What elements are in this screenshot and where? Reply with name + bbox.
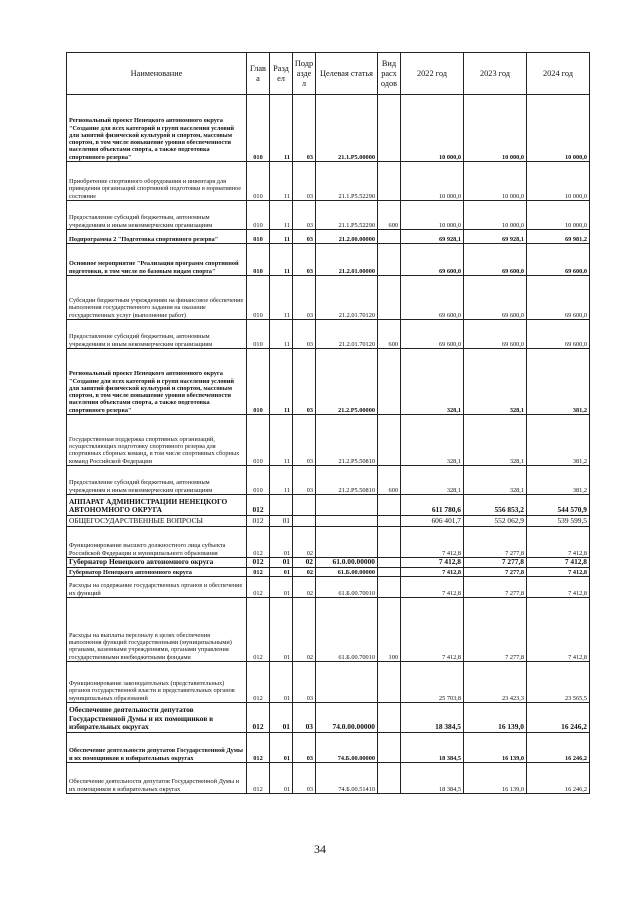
row-name: Предоставление субсидий бюджетным, автономным учреждениям и иным некоммерческим организациям <box>67 320 247 349</box>
row-2024: 381,2 <box>527 415 590 466</box>
row-expense-type <box>378 577 401 598</box>
row-chapter: 012 <box>247 733 270 763</box>
row-target: 21.2.P5.00000 <box>316 349 378 415</box>
row-chapter: 010 <box>247 320 270 349</box>
table-row <box>67 558 590 568</box>
row-2023: 69 600,0 <box>464 276 527 320</box>
row-target: 21.2.01.70120 <box>316 320 378 349</box>
row-subsection: 02 <box>293 527 316 558</box>
row-2022: 7 412,8 <box>401 598 464 662</box>
row-target: 61.Б.00.00000 <box>316 568 378 577</box>
row-expense-type <box>378 244 401 276</box>
table-row <box>67 733 590 763</box>
row-2024: 10 000,0 <box>527 201 590 230</box>
row-subsection: 03 <box>293 349 316 415</box>
row-2024: 381,2 <box>527 466 590 495</box>
row-chapter: 010 <box>247 276 270 320</box>
row-chapter: 012 <box>247 568 270 577</box>
row-expense-type <box>378 95 401 162</box>
row-section: 11 <box>270 230 293 244</box>
row-2024: 539 599,5 <box>527 516 590 527</box>
row-2024: 23 565,5 <box>527 662 590 703</box>
row-subsection: 03 <box>293 230 316 244</box>
row-2023: 69 928,1 <box>464 230 527 244</box>
table-row <box>67 162 590 201</box>
row-subsection: 03 <box>293 162 316 201</box>
row-2022: 69 600,0 <box>401 244 464 276</box>
row-2022: 69 600,0 <box>401 320 464 349</box>
row-2023: 10 000,0 <box>464 201 527 230</box>
header-section: Разд ел <box>270 53 293 95</box>
row-section: 11 <box>270 466 293 495</box>
row-chapter: 010 <box>247 201 270 230</box>
row-2022: 10 000,0 <box>401 162 464 201</box>
row-expense-type <box>378 733 401 763</box>
row-2024: 7 412,8 <box>527 598 590 662</box>
row-chapter: 012 <box>247 516 270 527</box>
row-section: 01 <box>270 527 293 558</box>
row-subsection: 03 <box>293 662 316 703</box>
row-2024: 7 412,8 <box>527 577 590 598</box>
row-target: 61.0.00.00000 <box>316 558 378 568</box>
row-chapter: 012 <box>247 662 270 703</box>
row-2024: 69 600,0 <box>527 276 590 320</box>
row-target: 21.1.P5.52290 <box>316 201 378 230</box>
row-subsection: 02 <box>293 577 316 598</box>
row-expense-type: 600 <box>378 320 401 349</box>
row-name: Основное мероприятие "Реализация программ спортивной подготовки, в том числе по базовым видам спорта" <box>67 244 247 276</box>
table-row <box>67 320 590 349</box>
row-2023: 328,1 <box>464 466 527 495</box>
table-row <box>67 568 590 577</box>
row-2024: 10 000,0 <box>527 162 590 201</box>
row-name: Расходы на содержание государственных органов и обеспечение их функций <box>67 577 247 598</box>
row-chapter: 010 <box>247 162 270 201</box>
row-target: 61.Б.00.70010 <box>316 577 378 598</box>
row-section: 11 <box>270 95 293 162</box>
row-expense-type <box>378 763 401 794</box>
row-name: АППАРАТ АДМИНИСТРАЦИИ НЕНЕЦКОГО АВТОНОМНОГО ОКРУГА <box>67 495 247 516</box>
row-expense-type <box>378 527 401 558</box>
table-row <box>67 466 590 495</box>
row-section: 11 <box>270 276 293 320</box>
row-subsection <box>293 516 316 527</box>
row-2023: 69 600,0 <box>464 320 527 349</box>
row-2022: 25 703,8 <box>401 662 464 703</box>
row-section <box>270 495 293 516</box>
row-2022: 7 412,8 <box>401 568 464 577</box>
row-subsection <box>293 495 316 516</box>
header-expense-type: Вид расх одов <box>378 53 401 95</box>
row-chapter: 012 <box>247 495 270 516</box>
row-name: Расходы на выплаты персоналу в целях обеспечения выполнения функций государственными (муниципальными) органами, казенными учреждениями, органами управления государственными внебюджетными фондами <box>67 598 247 662</box>
row-section: 01 <box>270 662 293 703</box>
table-row <box>67 598 590 662</box>
row-2023: 16 139,0 <box>464 763 527 794</box>
row-2024: 16 246,2 <box>527 763 590 794</box>
row-2023: 556 853,2 <box>464 495 527 516</box>
row-chapter: 010 <box>247 415 270 466</box>
row-2022: 328,1 <box>401 349 464 415</box>
row-2024: 16 246,2 <box>527 733 590 763</box>
row-2023: 7 277,8 <box>464 527 527 558</box>
row-subsection: 02 <box>293 568 316 577</box>
header-subsection: Подр азде л <box>293 53 316 95</box>
row-2023: 69 600,0 <box>464 244 527 276</box>
row-section: 01 <box>270 577 293 598</box>
row-2022: 18 384,5 <box>401 763 464 794</box>
row-2022: 10 000,0 <box>401 95 464 162</box>
header-2023: 2023 год <box>464 53 527 95</box>
row-name: Предоставление субсидий бюджетным, автономным учреждениям и иным некоммерческим организациям <box>67 466 247 495</box>
header-target: Целевая статья <box>316 53 378 95</box>
row-section: 01 <box>270 763 293 794</box>
row-subsection: 02 <box>293 558 316 568</box>
row-name: Обеспечение деятельности депутатов Государственной Думы и их помощников в избирательных округах <box>67 733 247 763</box>
row-expense-type: 600 <box>378 201 401 230</box>
row-2024: 7 412,8 <box>527 527 590 558</box>
row-name: Приобретение спортивного оборудования и инвентаря для приведения организаций спортивной подготовки в нормативное состояние <box>67 162 247 201</box>
row-section: 01 <box>270 558 293 568</box>
table-row <box>67 527 590 558</box>
row-section: 01 <box>270 516 293 527</box>
page-number: 34 <box>314 842 326 856</box>
table-row <box>67 244 590 276</box>
header-chapter: Глав а <box>247 53 270 95</box>
row-section: 11 <box>270 349 293 415</box>
row-expense-type <box>378 349 401 415</box>
row-expense-type <box>378 558 401 568</box>
row-2024: 16 246,2 <box>527 703 590 733</box>
row-chapter: 012 <box>247 558 270 568</box>
row-target <box>316 516 378 527</box>
row-chapter: 012 <box>247 703 270 733</box>
row-target: 74.Б.00.00000 <box>316 733 378 763</box>
row-2024: 7 412,8 <box>527 558 590 568</box>
row-2022: 69 600,0 <box>401 276 464 320</box>
row-expense-type <box>378 662 401 703</box>
row-2022: 611 780,6 <box>401 495 464 516</box>
row-expense-type: 600 <box>378 466 401 495</box>
row-expense-type: 100 <box>378 598 401 662</box>
row-subsection: 03 <box>293 276 316 320</box>
row-chapter: 012 <box>247 577 270 598</box>
row-target: 21.2.P5.50810 <box>316 466 378 495</box>
row-name: Губернатор Ненецкого автономного округа <box>67 568 247 577</box>
row-section: 01 <box>270 598 293 662</box>
row-2023: 16 139,0 <box>464 733 527 763</box>
row-name: Обеспечение деятельности депутатов Государственной Думы и их помощников в избирательных округах <box>67 703 247 733</box>
row-target: 21.1.P5.00000 <box>316 95 378 162</box>
row-subsection: 02 <box>293 598 316 662</box>
row-target: 21.2.00.00000 <box>316 230 378 244</box>
row-2022: 328,1 <box>401 466 464 495</box>
header-2022: 2022 год <box>401 53 464 95</box>
row-subsection: 03 <box>293 733 316 763</box>
row-target: 21.2.P5.50810 <box>316 415 378 466</box>
table-header-row <box>67 53 590 95</box>
row-section: 11 <box>270 244 293 276</box>
table-row <box>67 95 590 162</box>
table-row <box>67 763 590 794</box>
row-section: 11 <box>270 415 293 466</box>
row-2024: 69 981,2 <box>527 230 590 244</box>
row-2023: 328,1 <box>464 415 527 466</box>
row-subsection: 03 <box>293 201 316 230</box>
row-name: Губернатор Ненецкого автономного округа <box>67 558 247 568</box>
row-2022: 7 412,8 <box>401 577 464 598</box>
row-2022: 7 412,8 <box>401 527 464 558</box>
budget-table <box>66 52 590 794</box>
table-row <box>67 201 590 230</box>
row-2023: 23 423,3 <box>464 662 527 703</box>
row-name: Субсидии бюджетным учреждениям на финансовое обеспечение выполнения государственного задания на оказание государственных услуг (выполнение работ) <box>67 276 247 320</box>
table-row <box>67 577 590 598</box>
header-2024: 2024 год <box>527 53 590 95</box>
table-row <box>67 516 590 527</box>
row-2024: 69 600,0 <box>527 320 590 349</box>
row-name: Предоставление субсидий бюджетным, автономным учреждениям и иным некоммерческим организациям <box>67 201 247 230</box>
row-chapter: 010 <box>247 466 270 495</box>
row-chapter: 012 <box>247 763 270 794</box>
row-2023: 10 000,0 <box>464 95 527 162</box>
table-row <box>67 230 590 244</box>
row-target: 21.2.01.70120 <box>316 276 378 320</box>
row-subsection: 03 <box>293 244 316 276</box>
row-expense-type <box>378 703 401 733</box>
row-2023: 7 277,8 <box>464 558 527 568</box>
row-section: 11 <box>270 162 293 201</box>
row-2024: 381,2 <box>527 349 590 415</box>
row-name: Государственная поддержка спортивных организаций, осуществляющих подготовку спортивного резерва для спортивных сборных команд, в том числе спортивных сборных команд Российской Федерации <box>67 415 247 466</box>
row-subsection: 03 <box>293 763 316 794</box>
row-subsection: 03 <box>293 466 316 495</box>
row-section: 01 <box>270 568 293 577</box>
row-2024: 69 600,0 <box>527 244 590 276</box>
row-2022: 18 384,5 <box>401 703 464 733</box>
row-2023: 7 277,8 <box>464 568 527 577</box>
row-2022: 69 928,1 <box>401 230 464 244</box>
row-target: 74.Б.00.51410 <box>316 763 378 794</box>
row-section: 11 <box>270 201 293 230</box>
row-name: Подпрограмма 2 "Подготовка спортивного резерва" <box>67 230 247 244</box>
row-2023: 328,1 <box>464 349 527 415</box>
row-chapter: 010 <box>247 230 270 244</box>
row-expense-type <box>378 516 401 527</box>
table-row <box>67 703 590 733</box>
row-expense-type <box>378 230 401 244</box>
row-subsection: 03 <box>293 95 316 162</box>
row-2023: 16 139,0 <box>464 703 527 733</box>
row-target <box>316 527 378 558</box>
row-chapter: 012 <box>247 598 270 662</box>
row-2022: 606 401,7 <box>401 516 464 527</box>
row-name: Региональный проект Ненецкого автономного округа "Создание для всех категорий и групп населения условий для занятий физической культурой и спортом, массовым спортом, в том числе повышение уровня обеспеченности населения объектами спорта, а также подготовка спортивного резерва" <box>67 95 247 162</box>
row-subsection: 03 <box>293 415 316 466</box>
row-target: 74.0.00.00000 <box>316 703 378 733</box>
table-row <box>67 276 590 320</box>
row-expense-type <box>378 276 401 320</box>
row-target: 21.2.01.00000 <box>316 244 378 276</box>
row-2022: 7 412,8 <box>401 558 464 568</box>
row-2023: 10 000,0 <box>464 162 527 201</box>
row-subsection: 03 <box>293 703 316 733</box>
row-expense-type <box>378 162 401 201</box>
row-section: 01 <box>270 703 293 733</box>
row-chapter: 010 <box>247 244 270 276</box>
row-target: 21.1.P5.52290 <box>316 162 378 201</box>
row-name: Обеспечение деятельности депутатов Государственной Думы и их помощников в избирательных округах <box>67 763 247 794</box>
row-2024: 7 412,8 <box>527 568 590 577</box>
table-row <box>67 349 590 415</box>
row-2024: 544 570,9 <box>527 495 590 516</box>
row-name: ОБЩЕГОСУДАРСТВЕННЫЕ ВОПРОСЫ <box>67 516 247 527</box>
row-2023: 552 062,9 <box>464 516 527 527</box>
row-2022: 328,1 <box>401 415 464 466</box>
table-row <box>67 495 590 516</box>
row-expense-type <box>378 495 401 516</box>
header-name: Наименование <box>67 53 247 95</box>
row-chapter: 012 <box>247 527 270 558</box>
row-2023: 7 277,8 <box>464 598 527 662</box>
row-2024: 10 000,0 <box>527 95 590 162</box>
row-2023: 7 277,8 <box>464 577 527 598</box>
row-section: 01 <box>270 733 293 763</box>
row-expense-type <box>378 568 401 577</box>
row-chapter: 010 <box>247 349 270 415</box>
table-row <box>67 662 590 703</box>
row-name: Функционирование высшего должностного лица субъекта Российской Федерации и муниципального образования <box>67 527 247 558</box>
row-target: 61.Б.00.70010 <box>316 598 378 662</box>
row-expense-type <box>378 415 401 466</box>
row-target <box>316 495 378 516</box>
row-subsection: 03 <box>293 320 316 349</box>
row-section: 11 <box>270 320 293 349</box>
row-name: Региональный проект Ненецкого автономного округа "Создание для всех категорий и групп населения условий для занятий физической культурой и спортом, массовым спортом, в том числе повышение уровня обеспеченности населения объектами спорта, а также подготовка спортивного резерва" <box>67 349 247 415</box>
row-2022: 10 000,0 <box>401 201 464 230</box>
row-name: Функционирование законодательных (представительных) органов государственной власти и представительных органов муниципальных образований <box>67 662 247 703</box>
row-target <box>316 662 378 703</box>
row-chapter: 010 <box>247 95 270 162</box>
row-2022: 18 384,5 <box>401 733 464 763</box>
table-row <box>67 415 590 466</box>
